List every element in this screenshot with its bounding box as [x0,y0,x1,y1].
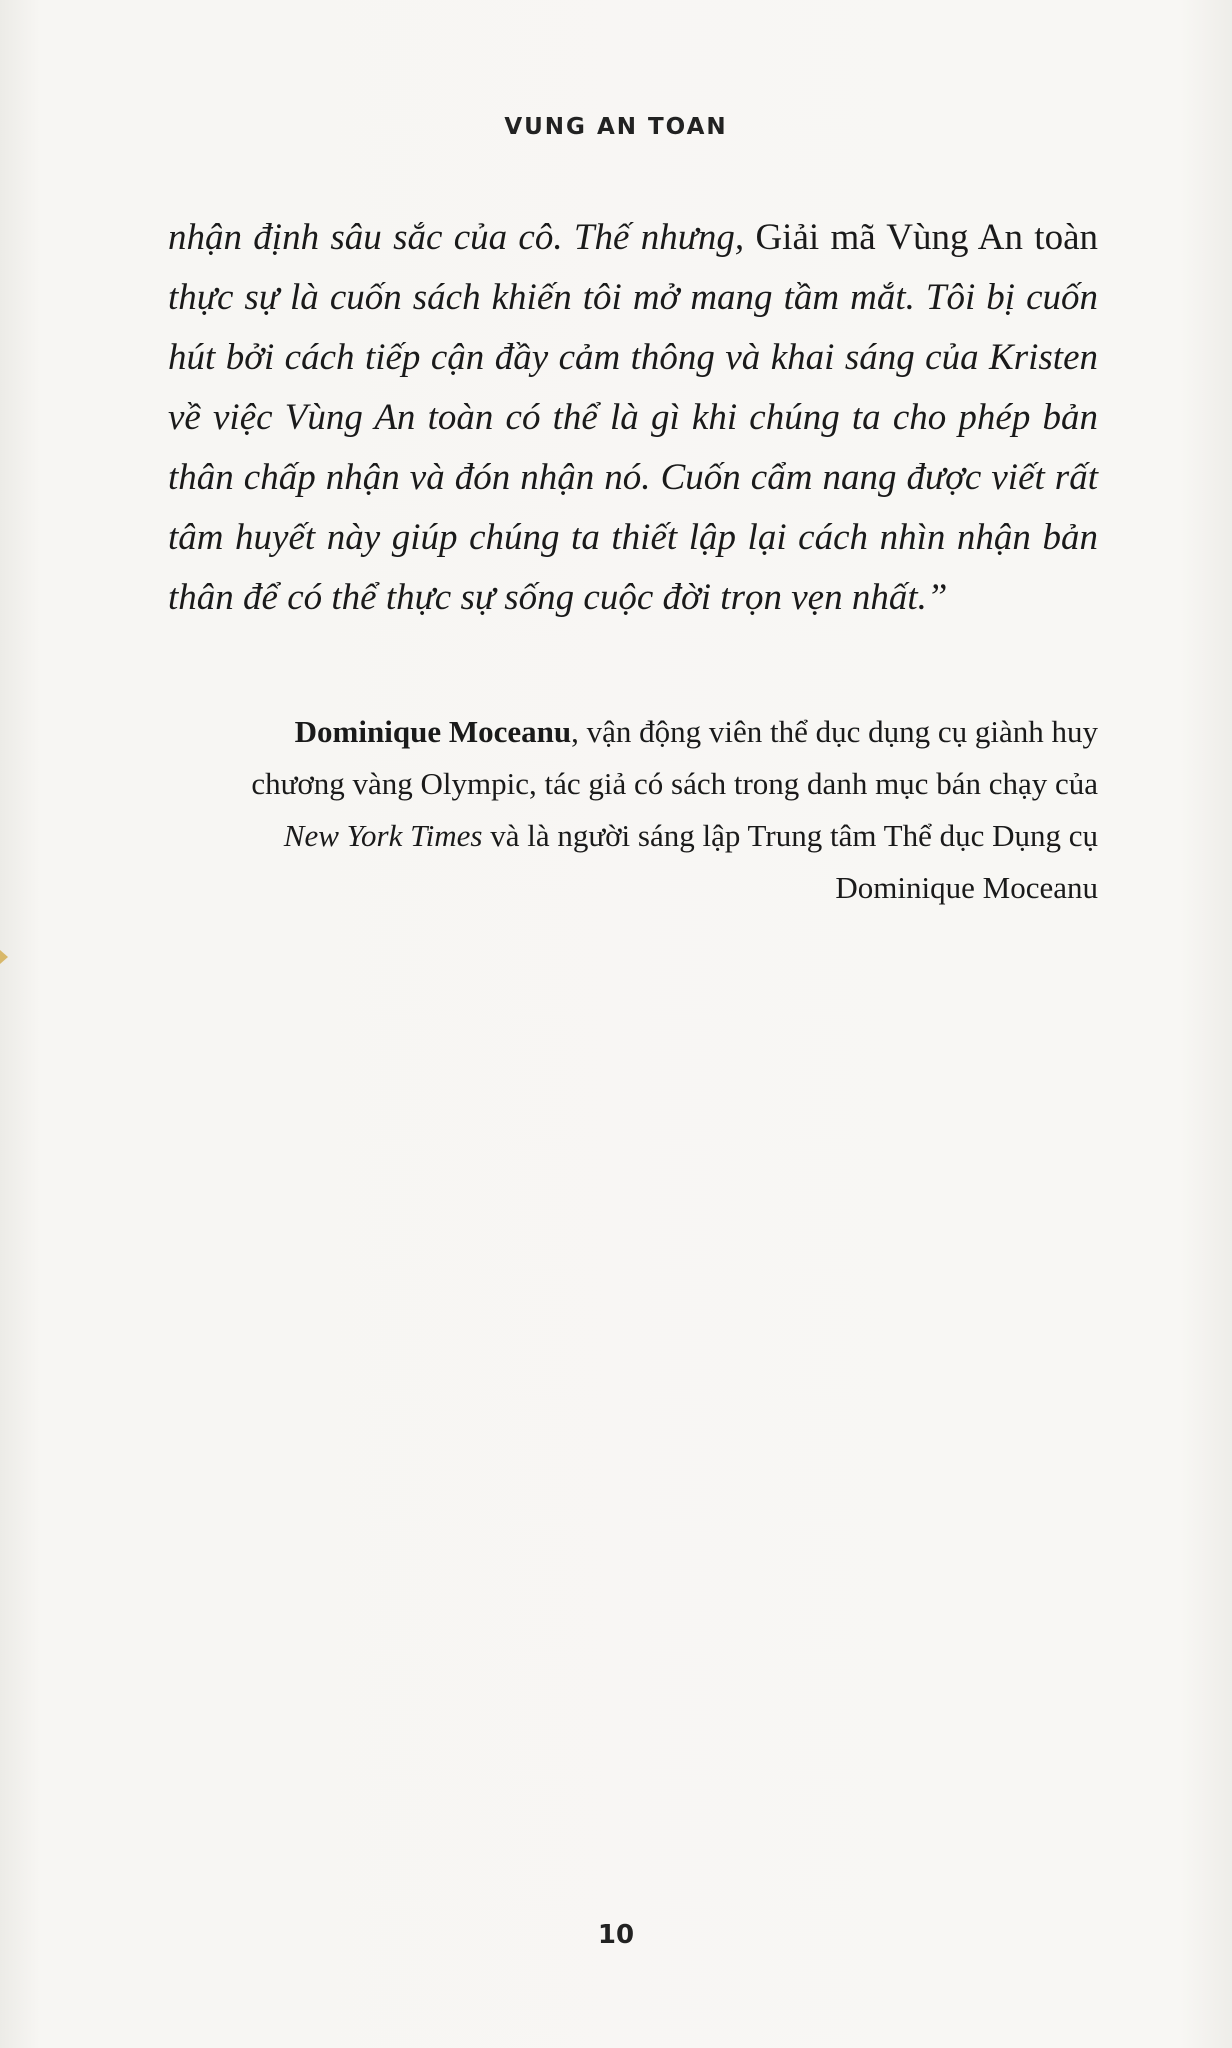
page-number: 10 [597,1920,635,1950]
page-edge-marker [0,950,8,964]
publication-name: New York Times [283,818,483,853]
author-name: Dominique Moceanu [294,714,572,749]
quote-text-part1: nhận định sâu sắc của cô. Thế nhưng, [168,217,756,258]
attribution-text-part2: và là người sáng lập Trung tâm Thể dục Dụng cụ Dominique Moceanu [482,818,1098,905]
quote-book-title: Giải mã Vùng An toàn [755,217,1098,258]
attribution-text-part1: , vận động viên thể dục dụng cụ giành huy chương vàng Olympic, tác giả có sách trong danh mục bán chạy của [251,714,1098,801]
endorsement-attribution [240,706,1098,914]
endorsement-quote [168,208,1098,628]
running-head: VUNG AN TOAN [504,114,728,140]
quote-text-part2: thực sự là cuốn sách khiến tôi mở mang tầm mắt. Tôi bị cuốn hút bởi cách tiếp cận đầy cảm thông và khai sáng của Kristen về việc Vùng An toàn có thể là gì khi chúng ta cho phép bản thân chấp nhận và đón nhận nó. Cuốn cẩm nang được viết rất tâm huyết này giúp chúng ta thiết lập lại cách nhìn nhận bản thân để có thể thực sự sống cuộc đời trọn vẹn nhất.” [168,277,1098,618]
